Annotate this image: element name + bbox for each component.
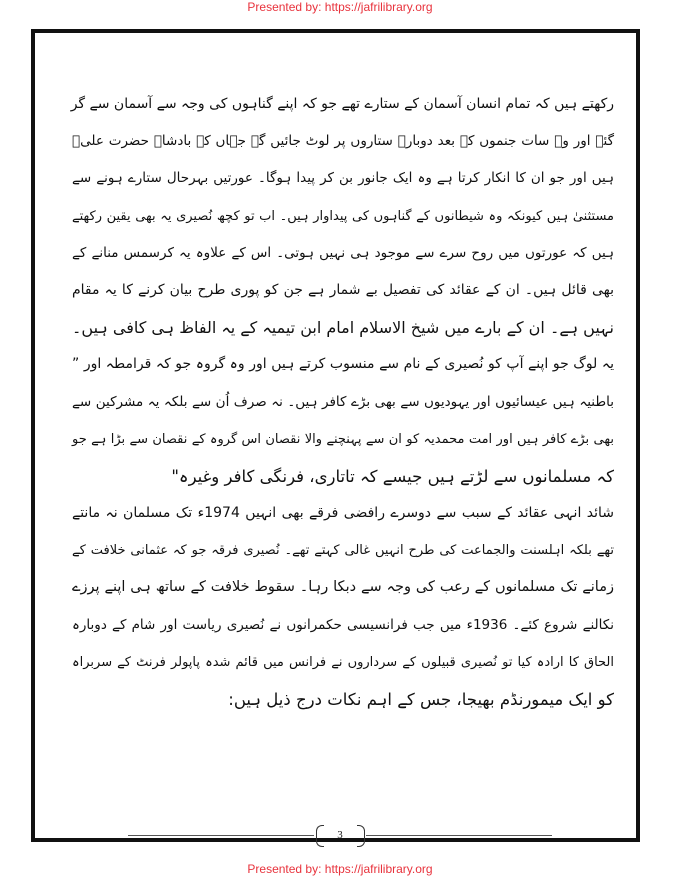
page-number: 3 [337,829,343,841]
text-line: کہ مسلمانوں سے لڑتے ہیں جیسے کہ تاتاری، فرنگی کافر وغیرہ" [171,466,614,486]
text-line: نکالنے شروع کئے۔ 1936ء میں جب فرانسیسی حکمرانوں نے نُصیری ریاست اور شام کے دوبارہ [72,616,614,633]
page-number-bracket-right [357,825,365,847]
text-line: ہیں کہ عورتوں میں روح سرے سے موجود ہی نہیں ہوتی۔ اس کے علاوہ یہ کرسمس منانے کے [72,244,614,261]
text-line: بھی بڑے کافر ہیں اور امت محمدیہ کو ان سے پہنچنے والا نقصان اس گروہ کے نقصان سے بڑا ہے جو [72,431,614,447]
text-line: شائد انہی عقائد کے سبب سے دوسرے رافضی فرقے بھی انہیں 1974ء تک مسلمان نہ مانتے [72,505,615,522]
text-line: بھی قائل ہیں۔ ان کے عقائد کی تفصیل بے شمار ہے جن کو پوری طرح بیان کرنے کا یہ مقام [72,281,614,298]
text-line: رکھتے ہیں کہ تمام انسان آسمان کے ستارے تھے جو کہ اپنے گناہوں کی وجہ سے آسمان سے گر [70,96,614,112]
page-number-bracket-left [316,825,324,847]
text-line: زمانے تک مسلمانوں کے رعب کی وجہ سے دبکا رہا۔ سقوط خلافت کے ساتھ ہی اپنے پرزے [72,579,614,596]
text-line: کو ایک میمورنڈم بھیجا، جس کے اہم نکات درج ذیل ہیں: [228,690,614,709]
body-text [72,86,614,718]
footer-rule-right [366,835,552,836]
bottom-banner[interactable]: Presented by: https://jafrilibrary.org [247,862,433,876]
footer-rule-left [128,835,314,836]
text-line: گئے اور وہ سات جنموں کے بعد دوبارہ ستاروں پر لوٹ جائیں گے جہاں کے بادشاہ حضرت علیؑ [72,133,614,150]
text-line: یہ لوگ جو اپنے آپ کو نُصیری کے نام سے منسوب کرتے ہیں اور وہ گروہ جو کہ قرامطہ اور ” [72,356,614,373]
text-line: مستثنیٰ ہیں کیونکہ وہ شیطانوں کے گناہوں کی پیداوار ہیں۔ اب تو کچھ نُصیری یہ بھی یقین رکھتے [72,208,614,224]
text-line: الحاق کا ارادہ کیا تو نُصیری قبیلوں کے سرداروں نے فرانس میں قائم شدہ پاپولر فرنٹ کے سربراہ [72,654,614,670]
top-banner[interactable]: Presented by: https://jafrilibrary.org [247,0,433,14]
text-line: باطنیہ ہیں عیسائیوں اور یہودیوں سے بھی بڑے کافر ہیں۔ نہ صرف اُن سے بلکہ یہ مشرکین سے [72,393,614,410]
text-line: تھے بلکہ اہلسنت والجماعت کی طرح انہیں غالی کہتے تھے۔ نُصیری فرقہ جو کہ عثمانی خلافت کے [72,543,614,559]
text-line: نہیں ہے۔ ان کے بارے میں شیخ الاسلام امام ابن تیمیہ کے یہ الفاظ ہی کافی ہیں۔ [72,318,614,338]
text-line: ہیں اور جو ان کا انکار کرتا ہے وہ ایک جانور بن کر پیدا ہوگا۔ عورتیں بہرحال ستارے ہونے سے [72,170,614,187]
